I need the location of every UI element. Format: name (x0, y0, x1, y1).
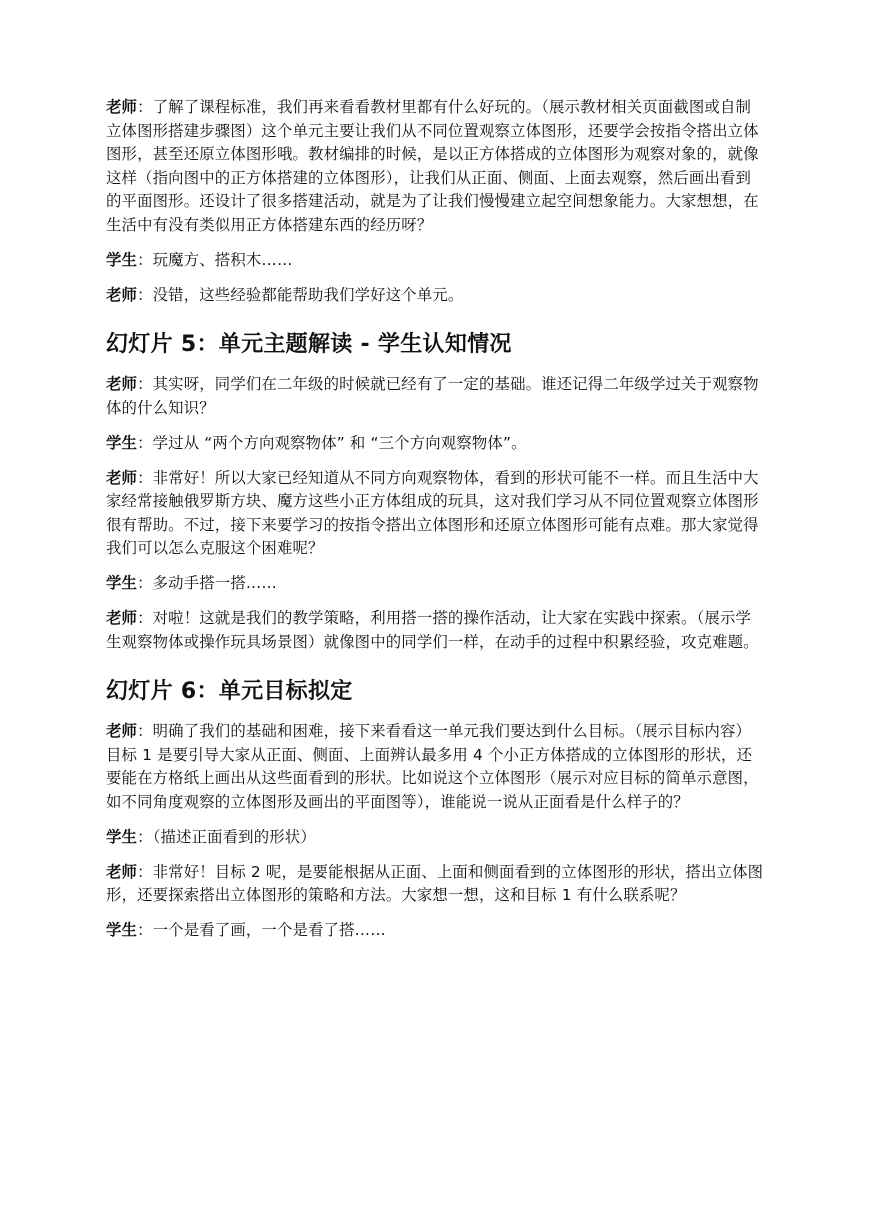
dialogue-text: （描述正面看到的形状） (152, 827, 316, 846)
dialogue-paragraph (106, 467, 765, 561)
speaker-label: 学生 (106, 574, 138, 592)
speaker-label: 老师 (106, 375, 138, 393)
dialogue-text: 没错，这些经验都能帮助我们学好这个单元。 (152, 285, 464, 304)
dialogue-paragraph (106, 919, 765, 943)
dialogue-paragraph (106, 249, 765, 273)
dialogue-text: 学过从 “两个方向观察物体” 和 “三个方向观察物体”。 (152, 433, 527, 452)
speaker-label: 学生 (106, 250, 138, 269)
speaker-label: 老师 (106, 862, 138, 881)
dialogue-paragraph (106, 720, 765, 814)
speaker-separator: ： (137, 862, 153, 881)
dialogue-paragraph (106, 432, 765, 456)
dialogue-text: 明确了我们的基础和困难，接下来看看这一单元我们要达到什么目标。（展示目标内容）目标 1 是要引导大家从正面、侧面、上面辨认最多用 4 个小正方体搭成的立体图形的形状，还要能在方格纸上画出从这些面看到的形状。比如说这个立体图形（展示对应目标的简单示意图，如不同角度观察的立体图形及画出的平面图等），谁能说一说从正面看是什么样子的？ (106, 722, 759, 811)
speaker-separator: ： (137, 250, 153, 269)
section-heading-slide-6: 幻灯片 6：单元目标拟定 (106, 679, 353, 704)
speaker-separator: ： (137, 375, 153, 393)
speaker-label: 学生 (106, 921, 138, 939)
speaker-label: 老师 (106, 468, 138, 487)
speaker-separator: ： (137, 574, 153, 592)
dialogue-paragraph (106, 826, 765, 850)
speaker-separator: ： (137, 98, 153, 116)
dialogue-paragraph (106, 284, 765, 308)
speaker-separator: ： (137, 468, 153, 487)
section-heading-slide-5: 幻灯片 5：单元主题解读 - 学生认知情况 (106, 332, 512, 357)
speaker-separator: ： (137, 433, 153, 452)
dialogue-paragraph (106, 607, 765, 654)
speaker-label: 老师 (106, 609, 138, 627)
speaker-label: 学生 (106, 827, 138, 846)
dialogue-paragraph (106, 861, 765, 908)
speaker-separator: ： (137, 285, 153, 304)
speaker-label: 学生 (106, 433, 138, 452)
dialogue-text: 玩魔方、搭积木…… (152, 250, 293, 269)
dialogue-text: 其实呀，同学们在二年级的时候就已经有了一定的基础。谁还记得二年级学过关于观察物体的什么知识？ (106, 375, 759, 417)
dialogue-text: 非常好！目标 2 呢，是要能根据从正面、上面和侧面看到的立体图形的形状，搭出立体图形，还要探索搭出立体图形的策略和方法。大家想一想，这和目标 1 有什么联系呢？ (106, 862, 764, 904)
dialogue-paragraph (106, 373, 765, 420)
dialogue-paragraph (106, 572, 765, 596)
dialogue-text: 一个是看了画，一个是看了搭…… (152, 921, 386, 939)
dialogue-text: 非常好！所以大家已经知道从不同方向观察物体，看到的形状可能不一样。而且生活中大家经常接触俄罗斯方块、魔方这些小正方体组成的玩具，这对我们学习从不同位置观察立体图形很有帮助。不过，接下来要学习的按指令搭出立体图形和还原立体图形可能有点难。那大家觉得我们可以怎么克服这个困难呢？ (106, 468, 759, 557)
dialogue-text: 多动手搭一搭…… (152, 574, 277, 592)
speaker-separator: ： (137, 827, 153, 846)
dialogue-text: 了解了课程标准，我们再来看看教材里都有什么好玩的。（展示教材相关页面截图或自制立体图形搭建步骤图）这个单元主要让我们从不同位置观察立体图形，还要学会按指令搭出立体图形，甚至还原立体图形哦。教材编排的时候，是以正方体搭成的立体图形为观察对象的，就像这样（指向图中的正方体搭建的立体图形），让我们从正面、侧面、上面去观察，然后画出看到的平面图形。还设计了很多搭建活动，就是为了让我们慢慢建立起空间想象能力。大家想想，在生活中有没有类似用正方体搭建东西的经历呀？ (106, 98, 759, 234)
dialogue-text: 对啦！这就是我们的教学策略，利用搭一搭的操作活动，让大家在实践中探索。（展示学生观察物体或操作玩具场景图）就像图中的同学们一样，在动手的过程中积累经验，攻克难题。 (106, 609, 759, 651)
speaker-label: 老师 (106, 285, 138, 304)
speaker-separator: ： (137, 609, 153, 627)
speaker-separator: ： (137, 921, 153, 939)
dialogue-paragraph (106, 96, 765, 237)
speaker-separator: ： (137, 722, 153, 740)
speaker-label: 老师 (106, 722, 138, 740)
speaker-label: 老师 (106, 98, 138, 116)
